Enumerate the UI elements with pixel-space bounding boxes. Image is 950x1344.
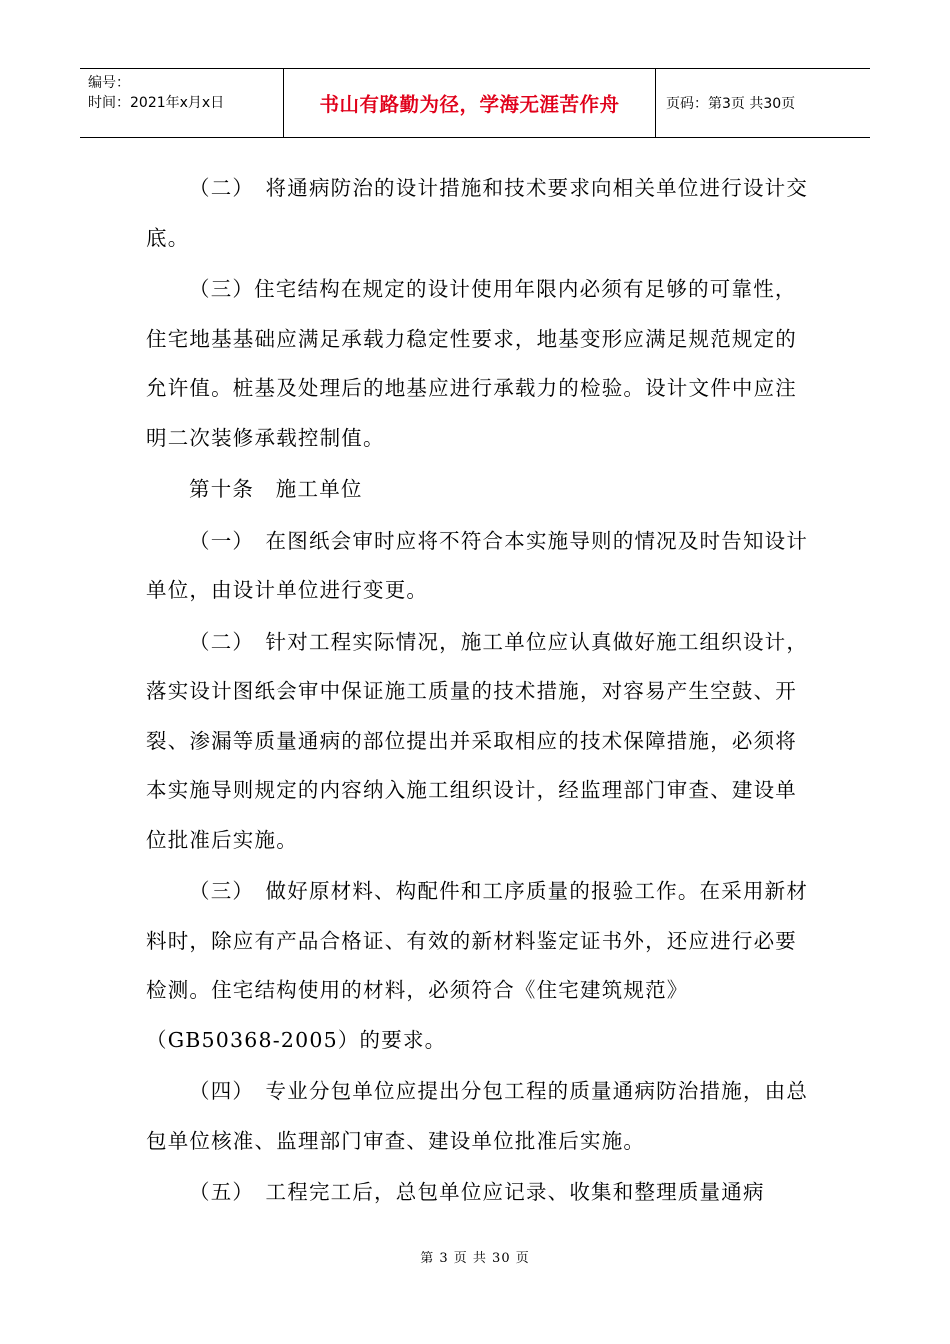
- paragraph: （三） 做好原材料、构配件和工序质量的报验工作。在采用新材料时，除应有产品合格证、有效的新材料鉴定证书外，还应进行必要检测。住宅结构使用的材料，必须符合《住宅建筑规范》（GB50368-2005）的要求。: [146, 879, 809, 1052]
- paragraph: （一） 在图纸会审时应将不符合本实施导则的情况及时告知设计单位，由设计单位进行变更。: [146, 528, 809, 602]
- header-motto: 书山有路勤为径，学海无涯苦作舟: [283, 69, 656, 137]
- page-footer: 第 3 页 共 30 页: [420, 1251, 530, 1266]
- doc-time: 时间：2021年x月x日: [88, 95, 225, 111]
- header-meta: [80, 69, 283, 137]
- paragraph: （五） 工程完工后，总包单位应记录、收集和整理质量通病: [189, 1180, 765, 1204]
- section-heading: 第十条 施工单位: [189, 477, 363, 501]
- document-body: [146, 164, 810, 1220]
- header-page-info: 页码：第3页 共30页: [666, 96, 796, 112]
- page-header: [80, 68, 870, 138]
- paragraph: （三）住宅结构在规定的设计使用年限内必须有足够的可靠性，住宅地基基础应满足承载力稳定性要求，地基变形应满足规范规定的允许值。桩基及处理后的地基应进行承载力的检验。设计文件中应注明二次装修承载控制值。: [146, 277, 797, 450]
- paragraph: （二） 将通病防治的设计措施和技术要求向相关单位进行设计交底。: [146, 176, 809, 250]
- paragraph: （二） 针对工程实际情况，施工单位应认真做好施工组织设计，落实设计图纸会审中保证施工质量的技术措施，对容易产生空鼓、开裂、渗漏等质量通病的部位提出并采取相应的技术保障措施，必须将本实施导则规定的内容纳入施工组织设计，经监理部门审查、建设单位批准后实施。: [146, 629, 809, 852]
- doc-code-label: 编号：: [88, 75, 130, 91]
- paragraph: （四） 专业分包单位应提出分包工程的质量通病防治措施，由总包单位核准、监理部门审查、建设单位批准后实施。: [146, 1079, 809, 1153]
